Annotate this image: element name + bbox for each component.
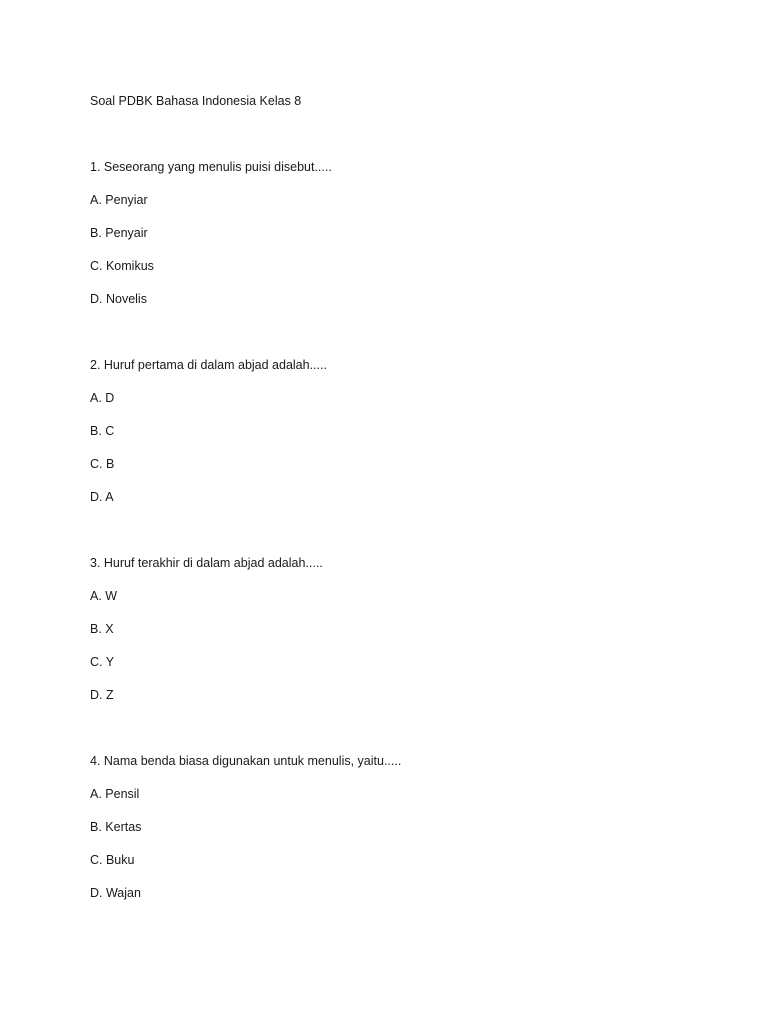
question-block-1 [90,159,690,307]
question-text: 1. Seseorang yang menulis puisi disebut..... [90,160,332,174]
answer-option: A. D [90,391,115,405]
answer-option: D. Novelis [90,292,147,306]
answer-option: A. Penyiar [90,193,148,207]
question-text: 3. Huruf terakhir di dalam abjad adalah..... [90,556,323,570]
answer-option: D. Z [90,688,114,702]
answer-option: C. Y [90,655,115,669]
answer-option: A. Pensil [90,787,140,801]
answer-option: B. Kertas [90,820,142,834]
question-text: 4. Nama benda biasa digunakan untuk menulis, yaitu..... [90,754,402,768]
answer-option: B. X [90,622,114,636]
question-text: 2. Huruf pertama di dalam abjad adalah..... [90,358,327,372]
document-title: Soal PDBK Bahasa Indonesia Kelas 8 [90,94,302,108]
answer-option: C. Komikus [90,259,154,273]
answer-option: B. Penyair [90,226,148,240]
answer-option: C. Buku [90,853,135,867]
answer-option: D. A [90,490,114,504]
question-block-4 [90,753,690,901]
answer-option: A. W [90,589,118,603]
question-block-3 [90,555,690,703]
answer-option: D. Wajan [90,886,141,900]
document-body [90,93,690,918]
question-block-2 [90,357,690,505]
answer-option: B. C [90,424,115,438]
answer-option: C. B [90,457,115,471]
